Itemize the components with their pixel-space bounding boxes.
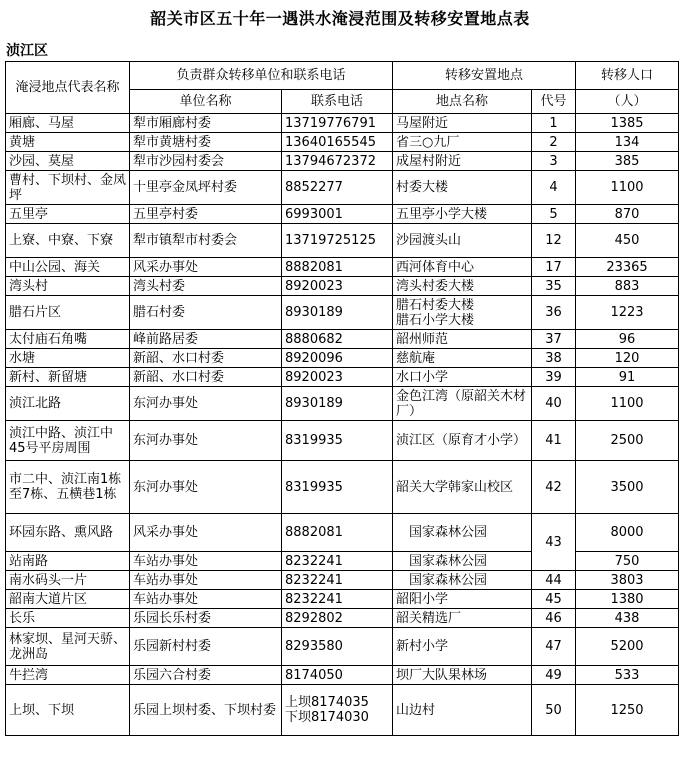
table-row xyxy=(6,461,679,514)
cell-place: 慈航庵 xyxy=(393,349,532,368)
cell-place: 山边村 xyxy=(393,685,532,736)
cell-area: 南水码头一片 xyxy=(6,571,130,590)
cell-code: 42 xyxy=(532,461,576,514)
header-place-group: 转移安置地点 xyxy=(393,62,576,90)
cell-count: 533 xyxy=(576,666,679,685)
header-unit-group: 负责群众转移单位和联系电话 xyxy=(130,62,393,90)
cell-count: 450 xyxy=(576,224,679,258)
cell-count: 5200 xyxy=(576,628,679,666)
table-row xyxy=(6,514,679,552)
cell-phone: 8319935 xyxy=(282,421,393,461)
cell-code: 45 xyxy=(532,590,576,609)
cell-phone: 8292802 xyxy=(282,609,393,628)
table-row xyxy=(6,387,679,421)
cell-count: 91 xyxy=(576,368,679,387)
cell-area: 曹村、下坝村、金凤坪 xyxy=(6,171,130,205)
cell-code: 5 xyxy=(532,205,576,224)
cell-code: 44 xyxy=(532,571,576,590)
cell-area: 韶南大道片区 xyxy=(6,590,130,609)
cell-place: 五里亭小学大楼 xyxy=(393,205,532,224)
table-row xyxy=(6,277,679,296)
table-row xyxy=(6,205,679,224)
cell-phone: 8174050 xyxy=(282,666,393,685)
cell-unit: 犁市沙园村委会 xyxy=(130,152,282,171)
cell-unit: 犁市镇犁市村委会 xyxy=(130,224,282,258)
header-code: 代号 xyxy=(532,90,576,114)
table-row xyxy=(6,133,679,152)
header-count-unit: （人） xyxy=(576,90,679,114)
cell-count: 1380 xyxy=(576,590,679,609)
cell-unit: 乐园六合村委 xyxy=(130,666,282,685)
cell-area: 厢廊、马屋 xyxy=(6,114,130,133)
cell-code: 41 xyxy=(532,421,576,461)
cell-phone: 8293580 xyxy=(282,628,393,666)
cell-phone: 8232241 xyxy=(282,590,393,609)
cell-unit: 风采办事处 xyxy=(130,258,282,277)
cell-count: 385 xyxy=(576,152,679,171)
cell-code: 12 xyxy=(532,224,576,258)
table-row xyxy=(6,666,679,685)
cell-place: 韶关大学韩家山校区 xyxy=(393,461,532,514)
cell-count: 1100 xyxy=(576,171,679,205)
cell-code: 36 xyxy=(532,296,576,330)
table-row xyxy=(6,114,679,133)
cell-place: 韶州师范 xyxy=(393,330,532,349)
cell-phone: 8852277 xyxy=(282,171,393,205)
header-unit-name: 单位名称 xyxy=(130,90,282,114)
cell-phone: 8920096 xyxy=(282,349,393,368)
cell-phone: 8882081 xyxy=(282,514,393,552)
cell-phone: 8232241 xyxy=(282,571,393,590)
cell-code: 2 xyxy=(532,133,576,152)
cell-unit: 犁市厢廊村委 xyxy=(130,114,282,133)
cell-code: 46 xyxy=(532,609,576,628)
cell-unit: 五里亭村委 xyxy=(130,205,282,224)
cell-place: 金色江湾（原韶关木材厂） xyxy=(393,387,532,421)
cell-area: 黄塘 xyxy=(6,133,130,152)
cell-place: 村委大楼 xyxy=(393,171,532,205)
header-place-name: 地点名称 xyxy=(393,90,532,114)
cell-count: 870 xyxy=(576,205,679,224)
cell-count: 96 xyxy=(576,330,679,349)
cell-unit: 乐园新村村委 xyxy=(130,628,282,666)
table-row xyxy=(6,258,679,277)
table-row xyxy=(6,685,679,736)
cell-area: 上坝、下坝 xyxy=(6,685,130,736)
cell-count: 23365 xyxy=(576,258,679,277)
cell-code: 43 xyxy=(532,514,576,571)
cell-code: 17 xyxy=(532,258,576,277)
cell-code: 1 xyxy=(532,114,576,133)
cell-code: 49 xyxy=(532,666,576,685)
cell-phone: 8920023 xyxy=(282,277,393,296)
cell-unit: 犁市黄塘村委 xyxy=(130,133,282,152)
cell-area: 沙园、莫屋 xyxy=(6,152,130,171)
cell-place: 西河体育中心 xyxy=(393,258,532,277)
cell-place: 国家森林公园 xyxy=(393,552,532,571)
cell-unit: 乐园上坝村委、下坝村委 xyxy=(130,685,282,736)
cell-area: 站南路 xyxy=(6,552,130,571)
cell-place: 国家森林公园 xyxy=(393,514,532,552)
table-row xyxy=(6,296,679,330)
cell-code: 40 xyxy=(532,387,576,421)
cell-code: 4 xyxy=(532,171,576,205)
cell-count: 2500 xyxy=(576,421,679,461)
cell-area: 牛拦湾 xyxy=(6,666,130,685)
cell-area: 水塘 xyxy=(6,349,130,368)
cell-place: 成屋村附近 xyxy=(393,152,532,171)
cell-place: 省三○九厂 xyxy=(393,133,532,152)
cell-place: 水口小学 xyxy=(393,368,532,387)
cell-count: 134 xyxy=(576,133,679,152)
cell-phone: 上坝8174035 下坝8174030 xyxy=(282,685,393,736)
cell-unit: 峰前路居委 xyxy=(130,330,282,349)
cell-phone: 13719776791 xyxy=(282,114,393,133)
cell-unit: 东河办事处 xyxy=(130,387,282,421)
cell-count: 883 xyxy=(576,277,679,296)
cell-unit: 车站办事处 xyxy=(130,590,282,609)
table-row xyxy=(6,152,679,171)
table-row xyxy=(6,609,679,628)
page-title: 韶关市区五十年一遇洪水淹浸范围及转移安置地点表 xyxy=(150,9,530,28)
table-row xyxy=(6,171,679,205)
header-phone: 联系电话 xyxy=(282,90,393,114)
cell-unit: 车站办事处 xyxy=(130,571,282,590)
cell-phone: 8930189 xyxy=(282,296,393,330)
cell-phone: 6993001 xyxy=(282,205,393,224)
table-row xyxy=(6,571,679,590)
cell-place: 坝厂大队果林场 xyxy=(393,666,532,685)
cell-phone: 13794672372 xyxy=(282,152,393,171)
cell-area: 市二中、浈江南1栋至7栋、五横巷1栋 xyxy=(6,461,130,514)
cell-phone: 8319935 xyxy=(282,461,393,514)
cell-area: 新村、新留塘 xyxy=(6,368,130,387)
cell-code: 35 xyxy=(532,277,576,296)
cell-phone: 8232241 xyxy=(282,552,393,571)
cell-place: 韶关精选厂 xyxy=(393,609,532,628)
cell-area: 中山公园、海关 xyxy=(6,258,130,277)
cell-area: 浈江北路 xyxy=(6,387,130,421)
cell-count: 1223 xyxy=(576,296,679,330)
cell-code: 38 xyxy=(532,349,576,368)
cell-code: 47 xyxy=(532,628,576,666)
cell-area: 太付庙石角嘴 xyxy=(6,330,130,349)
cell-area: 浈江中路、浈江中45号平房周围 xyxy=(6,421,130,461)
table-row xyxy=(6,552,679,571)
cell-code: 37 xyxy=(532,330,576,349)
cell-count: 438 xyxy=(576,609,679,628)
cell-count: 750 xyxy=(576,552,679,571)
cell-place: 浈江区（原育才小学） xyxy=(393,421,532,461)
cell-code: 50 xyxy=(532,685,576,736)
cell-area: 湾头村 xyxy=(6,277,130,296)
table-row xyxy=(6,224,679,258)
cell-phone: 13719725125 xyxy=(282,224,393,258)
cell-phone: 8920023 xyxy=(282,368,393,387)
header-area: 淹浸地点代表名称 xyxy=(6,62,130,114)
table-row xyxy=(6,590,679,609)
cell-count: 8000 xyxy=(576,514,679,552)
cell-unit: 风采办事处 xyxy=(130,514,282,552)
cell-area: 腊石片区 xyxy=(6,296,130,330)
cell-phone: 8930189 xyxy=(282,387,393,421)
cell-phone: 13640165545 xyxy=(282,133,393,152)
cell-unit: 十里亭金凤坪村委 xyxy=(130,171,282,205)
cell-place: 国家森林公园 xyxy=(393,571,532,590)
district-label: 浈江区 xyxy=(6,43,48,59)
cell-place: 沙园渡头山 xyxy=(393,224,532,258)
cell-unit: 新韶、水口村委 xyxy=(130,368,282,387)
cell-area: 长乐 xyxy=(6,609,130,628)
cell-count: 1250 xyxy=(576,685,679,736)
cell-area: 五里亭 xyxy=(6,205,130,224)
header-count: 转移人口 xyxy=(576,62,679,90)
cell-phone: 8882081 xyxy=(282,258,393,277)
cell-count: 1385 xyxy=(576,114,679,133)
cell-place: 新村小学 xyxy=(393,628,532,666)
cell-area: 林家坝、星河天骄、龙洲岛 xyxy=(6,628,130,666)
cell-unit: 车站办事处 xyxy=(130,552,282,571)
cell-area: 上寮、中寮、下寮 xyxy=(6,224,130,258)
cell-place: 腊石村委大楼 腊石小学大楼 xyxy=(393,296,532,330)
cell-count: 3500 xyxy=(576,461,679,514)
cell-place: 韶阳小学 xyxy=(393,590,532,609)
cell-code: 39 xyxy=(532,368,576,387)
cell-place: 湾头村委大楼 xyxy=(393,277,532,296)
cell-unit: 乐园长乐村委 xyxy=(130,609,282,628)
table-row xyxy=(6,421,679,461)
cell-unit: 东河办事处 xyxy=(130,421,282,461)
cell-unit: 湾头村委 xyxy=(130,277,282,296)
cell-unit: 新韶、水口村委 xyxy=(130,349,282,368)
evacuation-table xyxy=(5,61,679,736)
cell-count: 3803 xyxy=(576,571,679,590)
cell-place: 马屋附近 xyxy=(393,114,532,133)
cell-unit: 腊石村委 xyxy=(130,296,282,330)
cell-phone: 8880682 xyxy=(282,330,393,349)
table-row xyxy=(6,330,679,349)
cell-count: 120 xyxy=(576,349,679,368)
table-row xyxy=(6,628,679,666)
table-row xyxy=(6,368,679,387)
table-row xyxy=(6,349,679,368)
cell-area: 环园东路、熏风路 xyxy=(6,514,130,552)
cell-count: 1100 xyxy=(576,387,679,421)
cell-unit: 东河办事处 xyxy=(130,461,282,514)
cell-code: 3 xyxy=(532,152,576,171)
